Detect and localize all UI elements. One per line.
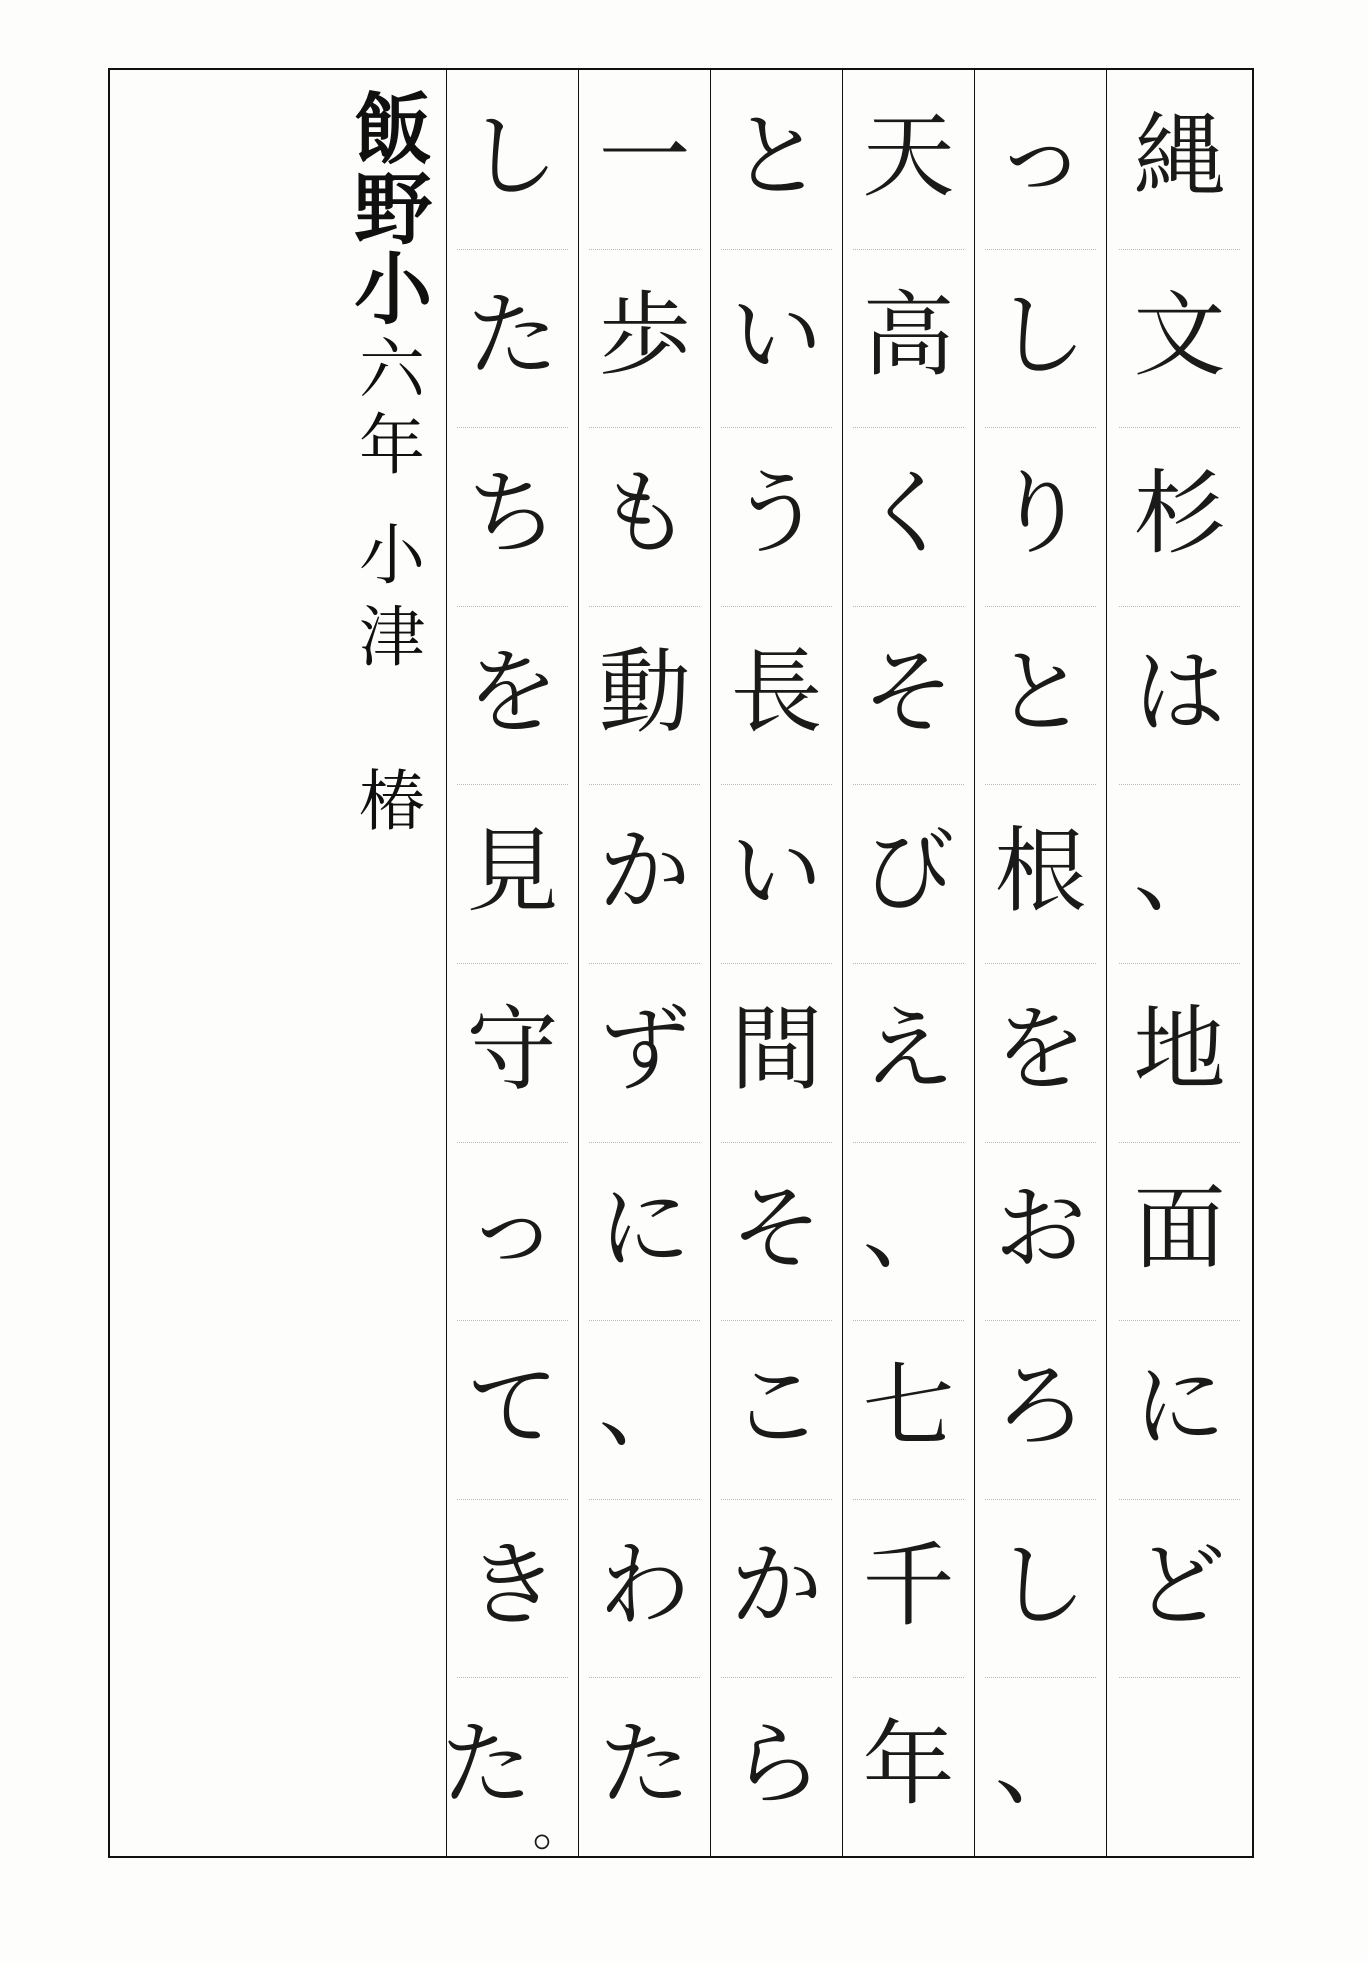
manuscript-name-column bbox=[326, 70, 446, 1856]
manuscript-cell bbox=[447, 1499, 578, 1678]
school-name-suffix: 小 bbox=[341, 248, 433, 328]
cell-char: に bbox=[598, 1174, 691, 1282]
cell-char: し bbox=[994, 281, 1087, 389]
cell-char: 、 bbox=[1133, 817, 1226, 925]
manuscript-column-3 bbox=[842, 70, 974, 1856]
manuscript-cell bbox=[843, 1499, 974, 1678]
cell-char: ず bbox=[598, 996, 691, 1104]
manuscript-cell bbox=[843, 606, 974, 785]
cell-char: 文 bbox=[1133, 281, 1226, 389]
manuscript-cell bbox=[711, 963, 842, 1142]
manuscript-column-5 bbox=[578, 70, 710, 1856]
manuscript-cell bbox=[579, 1320, 710, 1499]
manuscript-cell bbox=[579, 1142, 710, 1321]
cell-char: え bbox=[862, 996, 955, 1104]
cell-char: て bbox=[466, 1353, 559, 1461]
cell-char: は bbox=[1133, 639, 1226, 747]
manuscript-cell bbox=[1107, 1320, 1252, 1499]
column-cells-6 bbox=[440, 70, 585, 1858]
manuscript-cell bbox=[579, 1677, 710, 1856]
cell-char: び bbox=[862, 817, 955, 925]
manuscript-cell bbox=[975, 606, 1106, 785]
manuscript-cell bbox=[975, 427, 1106, 606]
manuscript-cell bbox=[579, 427, 710, 606]
manuscript-cell bbox=[447, 1142, 578, 1321]
cell-char: 七 bbox=[862, 1353, 955, 1461]
cell-char: た bbox=[440, 1710, 533, 1818]
cell-char: わ bbox=[598, 1532, 691, 1640]
manuscript-cell bbox=[711, 1499, 842, 1678]
column-cells-5 bbox=[579, 70, 710, 1856]
cell-char: そ bbox=[862, 639, 955, 747]
manuscript-cell bbox=[843, 1677, 974, 1856]
cell-char: 年 bbox=[862, 1710, 955, 1818]
manuscript-cell bbox=[975, 784, 1106, 963]
manuscript-cell bbox=[1107, 70, 1252, 249]
manuscript-cell bbox=[579, 784, 710, 963]
cell-char: 縄 bbox=[1133, 103, 1226, 211]
manuscript-cell bbox=[579, 249, 710, 428]
manuscript-cell bbox=[1107, 249, 1252, 428]
cell-char: 根 bbox=[994, 817, 1087, 925]
manuscript-column-1 bbox=[1106, 70, 1252, 1856]
cell-char: し bbox=[994, 1532, 1087, 1640]
manuscript-cell bbox=[975, 1677, 1106, 1856]
manuscript-cell bbox=[843, 963, 974, 1142]
manuscript-cell bbox=[447, 963, 578, 1142]
manuscript-cell bbox=[843, 70, 974, 249]
cell-char: ど bbox=[1133, 1532, 1226, 1640]
cell-char: し bbox=[466, 103, 559, 211]
cell-char: っ bbox=[466, 1174, 559, 1282]
cell-char: ち bbox=[466, 460, 559, 568]
manuscript-cell bbox=[447, 70, 578, 249]
cell-char: 、 bbox=[994, 1710, 1087, 1818]
manuscript-cell bbox=[1107, 1142, 1252, 1321]
manuscript-cell bbox=[843, 249, 974, 428]
cell-char: 、 bbox=[598, 1353, 691, 1461]
cell-char: い bbox=[730, 281, 823, 389]
cell-char: を bbox=[466, 639, 559, 747]
manuscript-grid bbox=[108, 68, 1254, 1858]
cell-char: 間 bbox=[730, 996, 823, 1104]
manuscript-cell bbox=[1107, 784, 1252, 963]
cell-char: 一 bbox=[598, 103, 691, 211]
cell-char: ら bbox=[730, 1710, 823, 1818]
manuscript-cell bbox=[975, 963, 1106, 1142]
cell-char: 杉 bbox=[1133, 460, 1226, 568]
cell-char: り bbox=[994, 460, 1087, 568]
manuscript-cell bbox=[711, 70, 842, 249]
cell-char: を bbox=[994, 996, 1087, 1104]
cell-char: っ bbox=[994, 103, 1087, 211]
cell-char: と bbox=[730, 103, 823, 211]
manuscript-cell bbox=[975, 70, 1106, 249]
cell-char: 、 bbox=[862, 1174, 955, 1282]
manuscript-column-4 bbox=[710, 70, 842, 1856]
cell-char: か bbox=[730, 1532, 823, 1640]
cell-char-punctuation: 。 bbox=[532, 1797, 585, 1858]
manuscript-cell bbox=[579, 1499, 710, 1678]
manuscript-cell bbox=[447, 1320, 578, 1499]
manuscript-cell bbox=[711, 606, 842, 785]
manuscript-cell bbox=[1107, 427, 1252, 606]
grade-label: 六年 bbox=[347, 334, 425, 486]
manuscript-column-6 bbox=[440, 70, 585, 1858]
cell-char: う bbox=[730, 460, 823, 568]
cell-char: 面 bbox=[1133, 1174, 1226, 1282]
manuscript-cell bbox=[711, 427, 842, 606]
cell-char: 動 bbox=[598, 639, 691, 747]
cell-char: 千 bbox=[862, 1532, 955, 1640]
column-cells-4 bbox=[711, 70, 842, 1856]
cell-char: こ bbox=[730, 1353, 823, 1461]
cell-char: も bbox=[598, 460, 691, 568]
manuscript-cell bbox=[1107, 963, 1252, 1142]
cell-char: く bbox=[862, 460, 955, 568]
cell-char: に bbox=[1133, 1353, 1226, 1461]
school-name bbox=[341, 88, 433, 328]
manuscript-cell bbox=[843, 1142, 974, 1321]
cell-char: 長 bbox=[730, 639, 823, 747]
student-name: 小津 椿 bbox=[347, 520, 425, 848]
manuscript-cell bbox=[975, 1142, 1106, 1321]
manuscript-cell bbox=[440, 1677, 585, 1858]
manuscript-cell bbox=[579, 606, 710, 785]
cell-char: 高 bbox=[862, 281, 955, 389]
manuscript-cell bbox=[975, 1320, 1106, 1499]
manuscript-cell bbox=[447, 784, 578, 963]
column-cells-2 bbox=[975, 70, 1106, 1856]
cell-char: 天 bbox=[862, 103, 955, 211]
cell-char: 地 bbox=[1133, 996, 1226, 1104]
manuscript-cell bbox=[843, 1320, 974, 1499]
cell-char: ろ bbox=[994, 1353, 1087, 1461]
cell-char: か bbox=[598, 817, 691, 925]
manuscript-cell bbox=[975, 249, 1106, 428]
manuscript-cell bbox=[1107, 1677, 1252, 1856]
manuscript-cell bbox=[711, 1142, 842, 1321]
cell-char: き bbox=[466, 1532, 559, 1640]
manuscript-cell bbox=[579, 963, 710, 1142]
manuscript-cell bbox=[843, 784, 974, 963]
manuscript-cell bbox=[711, 249, 842, 428]
manuscript-cell bbox=[711, 1677, 842, 1856]
cell-char: い bbox=[730, 817, 823, 925]
cell-char: た bbox=[466, 281, 559, 389]
column-cells-1 bbox=[1107, 70, 1252, 1856]
manuscript-cell bbox=[579, 70, 710, 249]
cell-char: 守 bbox=[466, 996, 559, 1104]
manuscript-cell bbox=[447, 427, 578, 606]
school-name-text: 飯野 bbox=[341, 88, 433, 248]
cell-char: お bbox=[994, 1174, 1087, 1282]
manuscript-cell bbox=[1107, 1499, 1252, 1678]
manuscript-cell bbox=[447, 606, 578, 785]
manuscript-cell bbox=[975, 1499, 1106, 1678]
manuscript-cell bbox=[711, 784, 842, 963]
cell-char: と bbox=[994, 639, 1087, 747]
cell-char: そ bbox=[730, 1174, 823, 1282]
cell-char: 歩 bbox=[598, 281, 691, 389]
manuscript-column-2 bbox=[974, 70, 1106, 1856]
cell-char: 見 bbox=[466, 817, 559, 925]
manuscript-cell bbox=[447, 249, 578, 428]
cell-char: た bbox=[598, 1710, 691, 1818]
manuscript-cell bbox=[843, 427, 974, 606]
column-cells-3 bbox=[843, 70, 974, 1856]
manuscript-cell bbox=[1107, 606, 1252, 785]
manuscript-cell bbox=[711, 1320, 842, 1499]
